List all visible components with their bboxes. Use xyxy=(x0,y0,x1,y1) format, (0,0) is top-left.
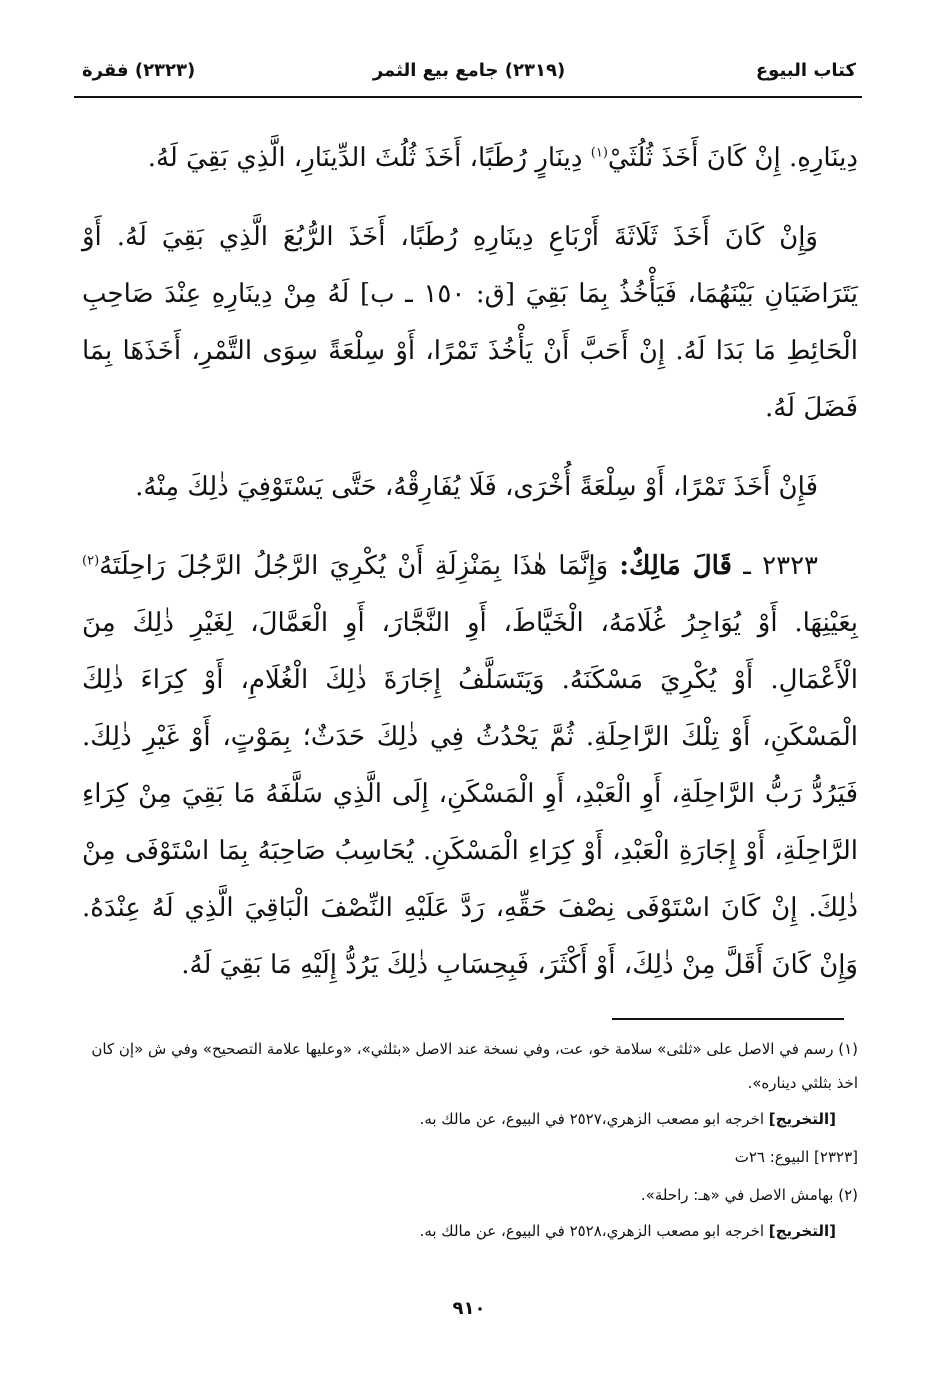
footnote-1: (١) رسم في الاصل على «ثلثى» سلامة خو، عت، وفي نسخة عند الاصل «بثلثي»، «وعليها علامة التصحيح» وفي ش «إن كان اخذ بثلثي ديناره». xyxy=(91,1040,858,1092)
header-paragraph-number: (٢٣٢٣) فقرة xyxy=(82,60,196,81)
footnote-takhrij-2 xyxy=(82,1214,858,1248)
header-book-title: كتاب البيوع xyxy=(755,60,856,81)
takhrij-label: [التخريج] xyxy=(768,1222,836,1240)
takhrij-text: اخرجه ابو مصعب الزهري،٢٥٢٨ في البيوع، عن مالك به. xyxy=(419,1222,769,1240)
speaker-label: قَالَ مَالِكٌ: xyxy=(619,551,732,581)
running-header xyxy=(82,58,856,88)
paragraph-number: ٢٣٢٣ ـ xyxy=(743,551,818,581)
footnote-reference: [٢٣٢٣] البيوع: ٢٦ت xyxy=(734,1148,858,1166)
paragraph-1 xyxy=(82,130,858,187)
footnote-divider xyxy=(612,1018,844,1020)
paragraph-2: وَإِنْ كَانَ أَخَذَ ثَلَاثَةَ أَرْبَاعِ دِينَارِهِ رُطَبًا، أَخَذَ الرُّبُعَ الَّذِي بَقِيَ لَهُ. أَوْ يَتَرَاضَيَانِ بَيْنَهُمَا، فَيَأْخُذُ بِمَا بَقِيَ [ق: ١٥٠ ـ ب] لَهُ مِنْ دِينَارِهِ عِنْدَ صَاحِبِ الْحَائِطِ مَا بَدَا لَهُ. إِنْ أَحَبَّ أَنْ يَأْخُذَ تَمْرًا، أَوْ سِلْعَةً سِوَى التَّمْرِ، أَخَذَهَا بِمَا فَضَلَ لَهُ. xyxy=(82,222,858,423)
takhrij-label: [التخريج] xyxy=(768,1110,836,1128)
footnote-ref-1[interactable]: (١) xyxy=(590,145,608,161)
header-divider xyxy=(74,96,862,98)
page-number: ٩١٠ xyxy=(452,1298,486,1319)
paragraph-4-text-a: وَإِنَّمَا هٰذَا بِمَنْزِلَةِ أَنْ يُكْرِيَ الرَّجُلُ الرَّجُلَ رَاحِلَتَهُ xyxy=(99,551,620,581)
footnote-takhrij-1 xyxy=(82,1102,858,1136)
paragraph-4-text-b: بِعَيْنِهَا. أَوْ يُوَاجِرُ غُلَامَهُ، الْخَيَّاطَ، أَوِ النَّجَّارَ، أَوِ الْعَمَّالَ، لِغَيْرِ ذٰلِكَ مِنَ الْأَعْمَالِ. أَوْ يُكْرِيَ مَسْكَنَهُ. وَيَتَسَلَّفُ إِجَارَةَ ذٰلِكَ الْغُلَامِ، أَوْ كِرَاءَ ذٰلِكَ الْمَسْكَنِ، أَوْ تِلْكَ الرَّاحِلَةِ. ثُمَّ يَحْدُثُ فِي ذٰلِكَ حَدَثٌ؛ بِمَوْتٍ، أَوْ غَيْرِ ذٰلِكَ. فَيَرُدُّ رَبُّ الرَّاحِلَةِ، أَوِ الْعَبْدِ، أَوِ الْمَسْكَنِ، إِلَى الَّذِي سَلَّفَهُ مَا بَقِيَ مِنْ كِرَاءِ الرَّاحِلَةِ، أَوْ إِجَارَةِ الْعَبْدِ، أَوْ كِرَاءِ الْمَسْكَنِ. يُحَاسِبُ صَاحِبَهُ بِمَا اسْتَوْفَى مِنْ ذٰلِكَ. إِنْ كَانَ اسْتَوْفَى نِصْفَ حَقِّهِ، رَدَّ عَلَيْهِ النِّصْفَ الْبَاقِيَ الَّذِي لَهُ عِنْدَهُ. وَإِنْ كَانَ أَقَلَّ مِنْ ذٰلِكَ، أَوْ أَكْثَرَ، فَبِحِسَابِ ذٰلِكَ يَرُدُّ إِلَيْهِ مَا بَقِيَ لَهُ. xyxy=(82,608,858,980)
header-chapter-title: (٢٣١٩) جامع بيع الثمر xyxy=(372,60,566,81)
paragraph-1-text-a: دِينَارِهِ. إِنْ كَانَ أَخَذَ ثُلُثَيْ xyxy=(607,143,858,173)
footnote-2: (٢) بهامش الاصل في «هـ: راحلة». xyxy=(640,1186,858,1204)
main-text xyxy=(82,130,858,994)
footnote-ref-2[interactable]: (٢) xyxy=(82,553,100,569)
paragraph-3: فَإِنْ أَخَذَ تَمْرًا، أَوْ سِلْعَةً أُخْرَى، فَلَا يُفَارِقْهُ، حَتَّى يَسْتَوْفِيَ ذٰلِكَ مِنْهُ. xyxy=(135,472,818,502)
paragraph-4 xyxy=(82,538,858,994)
takhrij-text: اخرجه ابو مصعب الزهري،٢٥٢٧ في البيوع، عن مالك به. xyxy=(419,1110,769,1128)
paragraph-1-text-b: دِينَارٍ رُطَبًا، أَخَذَ ثُلُثَ الدِّينَارِ، الَّذِي بَقِيَ لَهُ. xyxy=(147,143,591,173)
footnotes-section xyxy=(82,1032,858,1250)
